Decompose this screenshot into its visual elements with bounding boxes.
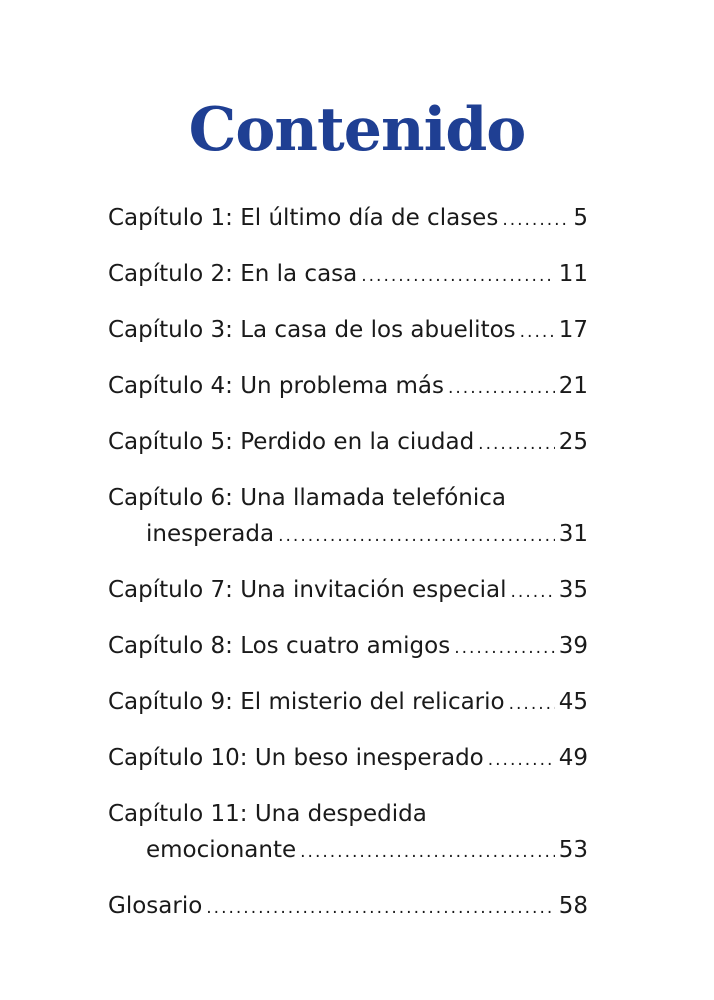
toc-entry-page: 17 [558,317,588,343]
toc-entry-label: Capítulo 4: Un problema más [108,373,444,399]
toc-entry-chapter-4 [108,368,588,406]
toc-entry-chapter-1 [108,200,588,238]
toc-entry-label: Capítulo 3: La casa de los abuelitos [108,317,516,343]
toc-entry-label: Capítulo 8: Los cuatro amigos [108,633,451,659]
toc-entry-label: Glosario [108,893,203,919]
dot-leader [509,686,555,722]
toc-entry-chapter-10 [108,740,588,778]
toc-entry-chapter-11 [108,796,588,870]
toc-entry-chapter-5 [108,424,588,462]
toc-entry-page: 58 [558,893,588,919]
toc-entry-label: Capítulo 1: El último día de clases [108,205,499,231]
toc-entry-chapter-3 [108,312,588,350]
dot-leader [361,258,554,294]
toc-entry-page: 39 [558,633,588,659]
toc-entry-chapter-2 [108,256,588,294]
dot-leader [300,834,555,870]
toc-entry-label: Capítulo 10: Un beso inesperado [108,745,484,771]
dot-leader [454,630,555,666]
toc-entry-chapter-7 [108,572,588,610]
toc-entry-label: Capítulo 9: El misterio del relicario [108,689,505,715]
toc-entry-page: 11 [558,261,588,287]
toc-entry-label: Capítulo 2: En la casa [108,261,358,287]
toc-entry-page: 25 [558,429,588,455]
toc-entry-label: Capítulo 11: Una despedida [108,801,427,827]
dot-leader [502,202,569,238]
dot-leader [278,518,555,554]
toc-entry-label-continuation: inesperada [146,521,275,547]
dot-leader [520,314,555,350]
dot-leader [488,742,555,778]
toc-entry-label-continuation: emocionante [146,837,297,863]
toc-entry-chapter-9 [108,684,588,722]
toc-entry-page: 31 [558,521,588,547]
toc-entry-chapter-8 [108,628,588,666]
toc-entry-chapter-6 [108,480,588,554]
dot-leader [206,890,554,926]
toc-entry-glossary [108,888,588,926]
toc-entry-page: 21 [558,373,588,399]
toc-entry-label: Capítulo 6: Una llamada telefónica [108,485,506,511]
toc-entry-page: 45 [558,689,588,715]
dot-leader [511,574,555,610]
dot-leader [448,370,555,406]
toc-entry-page: 49 [558,745,588,771]
table-of-contents [108,200,588,944]
page-title: Contenido [188,95,526,165]
toc-entry-page: 53 [558,837,588,863]
dot-leader [478,426,555,462]
toc-entry-label: Capítulo 7: Una invitación especial [108,577,507,603]
toc-entry-page: 5 [573,205,588,231]
toc-entry-label: Capítulo 5: Perdido en la ciudad [108,429,475,455]
toc-entry-page: 35 [558,577,588,603]
